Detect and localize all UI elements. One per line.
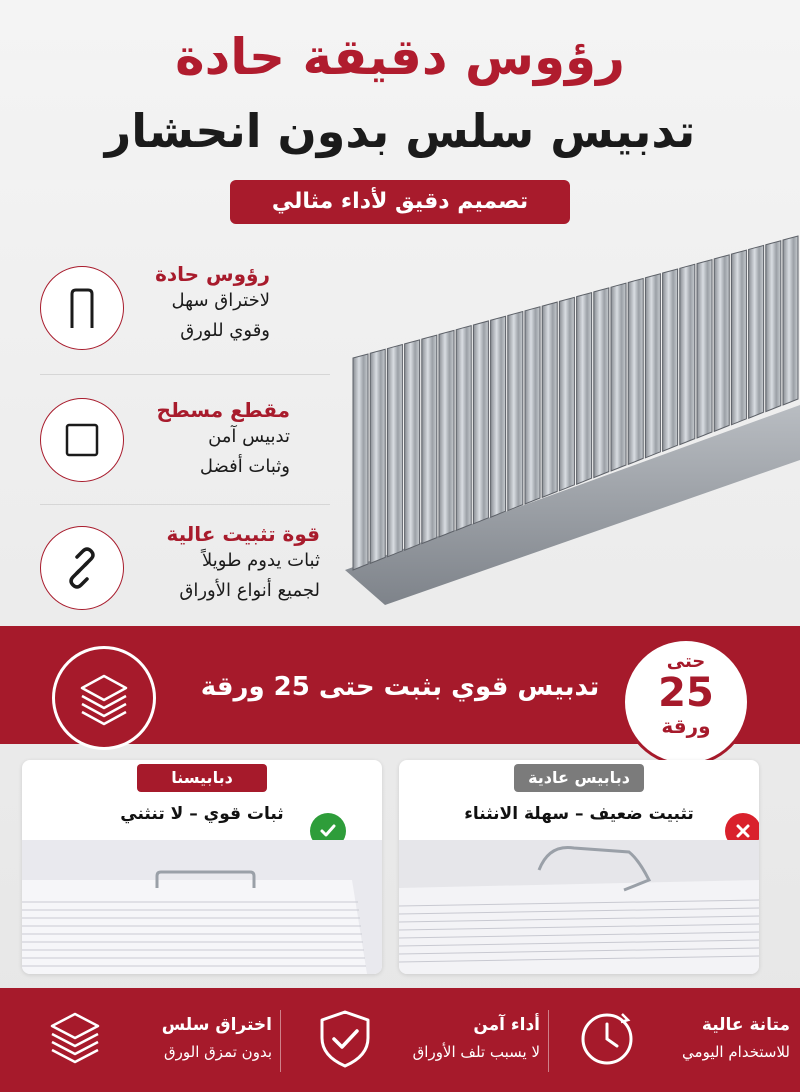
- staple-leg: [645, 274, 660, 458]
- feature-title: رؤوس حادة: [155, 262, 270, 286]
- staple-leg: [525, 307, 540, 504]
- feature-line: وثبات أفضل: [199, 456, 290, 477]
- badge-bottom-label: ورقة: [661, 714, 711, 738]
- staple-leg: [697, 260, 712, 438]
- staple-leg: [594, 288, 609, 478]
- feature-line: لجميع أنواع الأوراق: [179, 580, 320, 601]
- staple-leg: [439, 330, 454, 537]
- footer-divider: [548, 1010, 549, 1072]
- feature-title: مقطع مسطح: [156, 398, 290, 422]
- staple-leg: [611, 283, 626, 471]
- staple-leg: [766, 241, 781, 412]
- staple-leg: [422, 335, 437, 543]
- feature-text-3: [140, 522, 320, 606]
- feature-icon-3: [40, 526, 124, 610]
- footer-title: اختراق سلس: [161, 1015, 272, 1035]
- staple-leg: [663, 269, 678, 451]
- footer-title: متانة عالية: [701, 1015, 790, 1035]
- feature-line: وقوي للورق: [180, 320, 270, 341]
- card-tag-regular: دبابيس عادية: [514, 764, 644, 792]
- footer-sub: للاستخدام اليومي: [682, 1043, 790, 1061]
- main-title: رؤوس دقيقة حادة: [175, 28, 625, 86]
- paper-stack-icon: [74, 668, 134, 728]
- comparison-card-ours: [22, 760, 382, 974]
- card-caption-regular: تثبيت ضعيف – سهلة الانثناء: [464, 804, 694, 824]
- capacity-text: تدبيس قوي بثبت حتى 25 ورقة: [200, 672, 600, 702]
- footer-title: أداء آمن: [473, 1015, 540, 1035]
- band-icon-circle: [52, 646, 156, 750]
- staple-leg: [577, 293, 592, 485]
- badge-number: 25: [658, 670, 714, 716]
- footer-item-durability: [540, 1008, 790, 1078]
- staple-leg: [473, 321, 488, 524]
- footer-sub: بدون تمزق الورق: [164, 1043, 272, 1061]
- feature-line: لاختراق سهل: [171, 290, 270, 311]
- footer-divider: [280, 1010, 281, 1072]
- capacity-badge: [622, 638, 750, 766]
- staple-leg: [731, 250, 746, 425]
- comparison-card-regular: [399, 760, 759, 974]
- staple-leg: [508, 312, 523, 511]
- feature-title: قوة تثبيت عالية: [166, 522, 320, 546]
- feature-line: ثبات يدوم طويلاً: [202, 550, 320, 571]
- feature-line: تدبيس آمن: [208, 426, 290, 447]
- card-tag-ours: دبابيسنا: [137, 764, 267, 792]
- card-caption-ours: ثبات قوي – لا تنثني: [120, 804, 284, 824]
- shield-check-icon: [314, 1008, 376, 1070]
- feature-text-2: [140, 398, 290, 482]
- staple-leg: [456, 326, 471, 531]
- paper-stack-photo-ours: [22, 840, 382, 974]
- staple-outline-icon: [62, 286, 102, 330]
- staple-leg: [387, 345, 402, 557]
- paper-stack-photo-regular: [399, 840, 759, 974]
- footer-item-safe: [290, 1008, 540, 1078]
- footer-sub: لا يسبب تلف الأوراق: [412, 1043, 540, 1061]
- staple-leg: [783, 236, 798, 405]
- feature-icon-2: [40, 398, 124, 482]
- paper-stack-icon: [44, 1008, 106, 1070]
- staple-leg: [749, 245, 764, 418]
- feature-text-1: [140, 262, 270, 346]
- staple-leg: [370, 349, 385, 563]
- staple-leg: [542, 302, 557, 497]
- divider: [40, 374, 330, 375]
- staple-leg: [353, 354, 368, 570]
- staple-leg: [714, 255, 729, 432]
- staple-leg: [628, 278, 643, 464]
- clock-icon: [576, 1008, 638, 1070]
- staple-leg: [491, 316, 506, 517]
- footer-item-smooth: [22, 1008, 272, 1078]
- feature-icon-1: [40, 266, 124, 350]
- badge-top-label: حتى: [666, 651, 706, 672]
- staple-leg: [405, 340, 420, 550]
- subtitle: تدبيس سلس بدون انحشار: [104, 104, 696, 158]
- square-outline-icon: [62, 420, 102, 460]
- staples-strip-illustration: [345, 230, 800, 620]
- chain-link-icon: [60, 546, 104, 590]
- divider: [40, 504, 330, 505]
- tagline-pill: تصميم دقيق لأداء مثالي: [230, 180, 570, 224]
- staple-leg: [559, 297, 574, 490]
- staple-leg: [680, 264, 695, 444]
